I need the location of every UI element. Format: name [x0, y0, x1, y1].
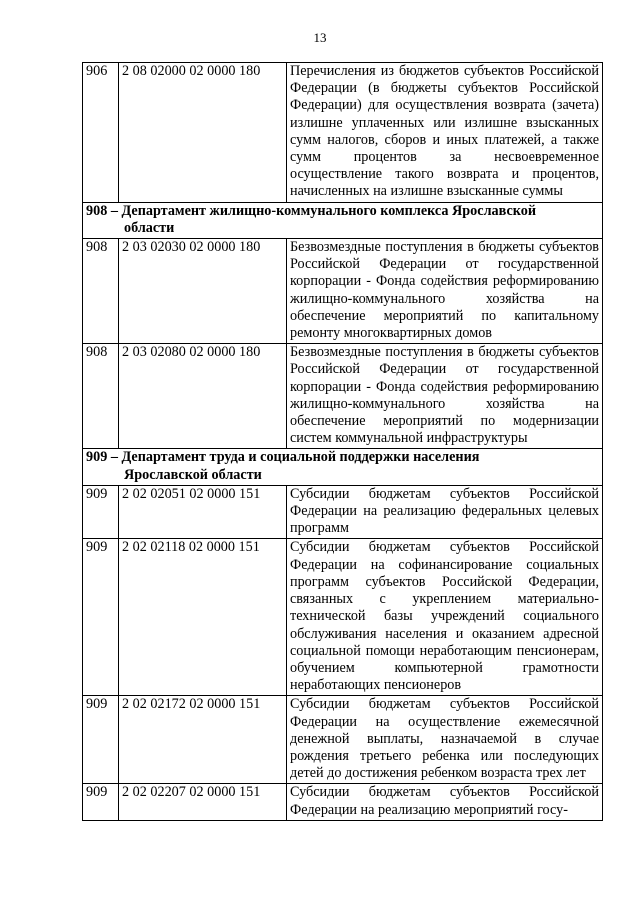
department-heading-continuation: области: [124, 219, 175, 236]
page-number: 13: [313, 30, 327, 45]
admin-code-cell: 909: [83, 784, 119, 820]
department-heading: [83, 202, 603, 238]
admin-code-cell: 908: [83, 239, 119, 344]
admin-code-cell: 909: [83, 696, 119, 784]
revenue-name-cell: Безвозмездные поступления в бюджеты субъектов Российской Федерации от государственной корпорации - Фонда содействия реформированию жилищно-коммунального хозяйства на обеспечение мероприятий по модернизации систем коммунальной инфраструктуры: [287, 344, 603, 449]
table-row: [83, 63, 603, 203]
department-heading: [83, 449, 603, 485]
admin-code-cell: 909: [83, 539, 119, 696]
table-row: [83, 344, 603, 449]
revenue-name-cell: Перечисления из бюджетов субъектов Российской Федерации (в бюджеты субъектов Российской Федерации) для осуществления возврата (зачета) излишне уплаченных или излишне взысканных сумм налогов, сборов и иных платежей, а также сумм процентов за несвоевременное осуществление такого возврата и процентов, начисленных на излишне взысканные суммы: [287, 63, 603, 203]
department-heading-line: 909 – Департамент труда и социальной поддержки населения: [86, 449, 480, 466]
table-row: [83, 696, 603, 784]
revenue-code-cell: 2 02 02207 02 0000 151: [119, 784, 287, 820]
department-header-row: [83, 449, 603, 485]
revenue-name-cell: Субсидии бюджетам субъектов Российской Федерации на осуществление ежемесячной денежной выплаты, назначаемой в случае рождения третьего ребенка или последующих детей до достижения ребенком возраста трех лет: [287, 696, 603, 784]
revenue-code-cell: 2 08 02000 02 0000 180: [119, 63, 287, 203]
revenue-name-cell: Субсидии бюджетам субъектов Российской Федерации на реализацию федеральных целевых программ: [287, 485, 603, 539]
revenue-codes-table: [82, 62, 603, 821]
admin-code-cell: 908: [83, 344, 119, 449]
department-heading-continuation: Ярославской области: [124, 466, 262, 483]
revenue-name-cell: Субсидии бюджетам субъектов Российской Федерации на софинансирование социальных программ субъектов Российской Федерации, связанных с укреплением материально-технической базы учреждений социального обслуживания населения и оказанием адресной социальной помощи неработающим пенсионерам, обучением компьютерной грамотности неработающих пенсионеров: [287, 539, 603, 696]
revenue-code-cell: 2 03 02030 02 0000 180: [119, 239, 287, 344]
department-header-row: [83, 202, 603, 238]
table-row: [83, 485, 603, 539]
department-heading-line: 908 – Департамент жилищно-коммунального комплекса Ярославской: [86, 202, 537, 219]
revenue-name-cell: Субсидии бюджетам субъектов Российской Федерации на реализацию мероприятий госу-: [287, 784, 603, 820]
revenue-code-cell: 2 02 02118 02 0000 151: [119, 539, 287, 696]
table-row: [83, 784, 603, 820]
admin-code-cell: 906: [83, 63, 119, 203]
admin-code-cell: 909: [83, 485, 119, 539]
revenue-name-cell: Безвозмездные поступления в бюджеты субъектов Российской Федерации от государственной корпорации - Фонда содействия реформированию жилищно-коммунального хозяйства на обеспечение мероприятий по капитальному ремонту многоквартирных домов: [287, 239, 603, 344]
revenue-code-cell: 2 02 02051 02 0000 151: [119, 485, 287, 539]
revenue-code-cell: 2 02 02172 02 0000 151: [119, 696, 287, 784]
table-row: [83, 539, 603, 696]
table-row: [83, 239, 603, 344]
revenue-code-cell: 2 03 02080 02 0000 180: [119, 344, 287, 449]
